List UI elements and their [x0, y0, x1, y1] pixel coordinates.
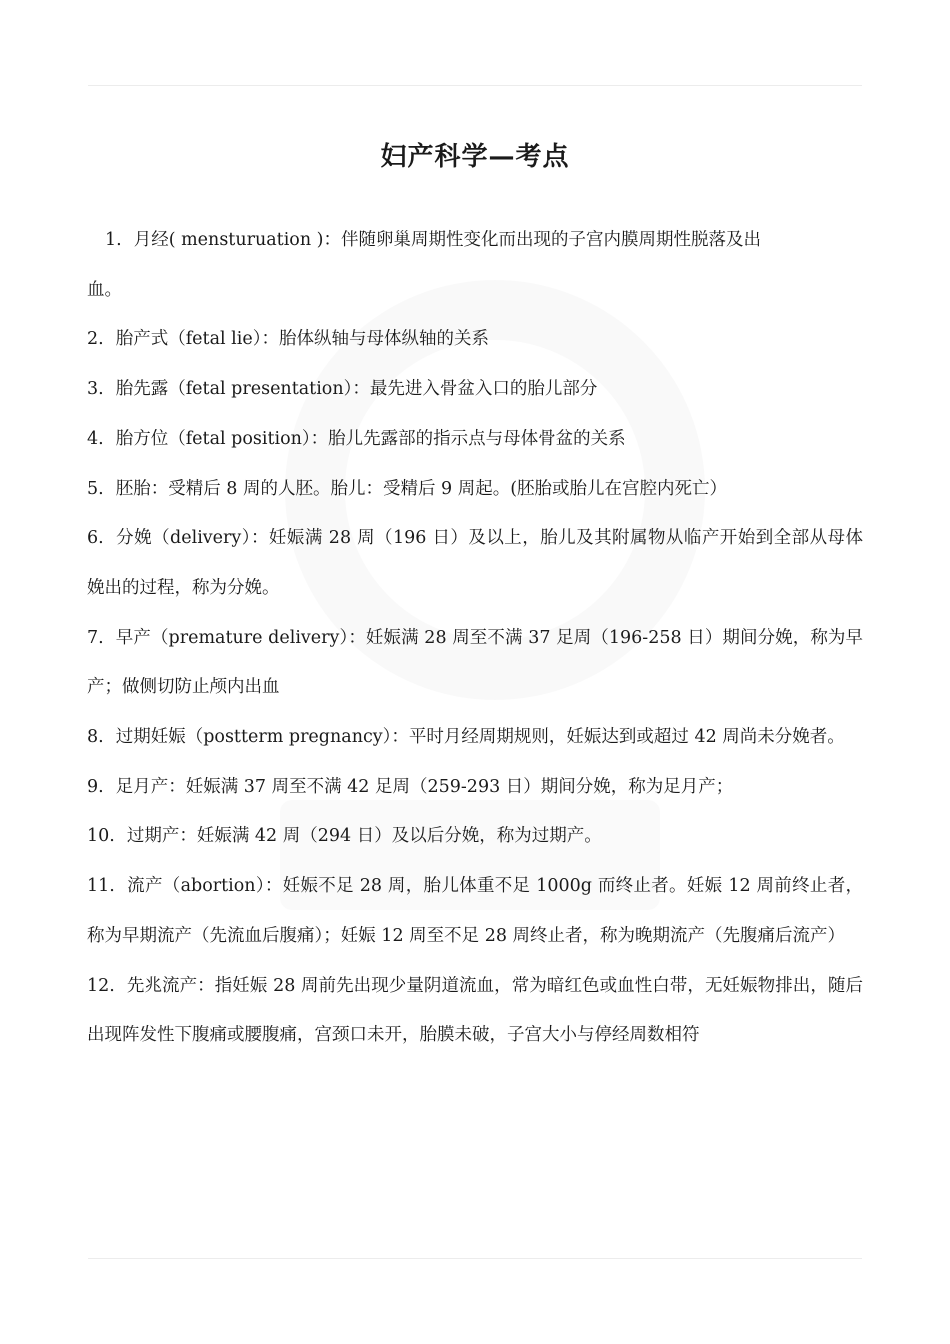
item-text: 胎方位（fetal position）：胎儿先露部的指示点与母体骨盆的关系 [115, 428, 626, 449]
list-item [87, 763, 863, 813]
list-item [87, 713, 863, 763]
page-title: 妇产科学—考点 [380, 142, 570, 173]
list-item [87, 514, 863, 613]
item-text-continuation: 血。 [87, 279, 122, 300]
list-item [87, 812, 863, 862]
list-item [87, 862, 863, 961]
item-text: 胚胎：受精后 8 周的人胚。胎儿：受精后 9 周起。(胚胎或胎儿在宫腔内死亡） [115, 478, 728, 499]
item-text: 分娩（delivery）：妊娠满 28 周（196 日）及以上，胎儿及其附属物从临产开始到全部从母体娩出的过程，称为分娩。 [87, 528, 863, 598]
content-list [87, 216, 863, 1061]
item-number: 11. [87, 876, 115, 897]
item-number: 7. [87, 627, 104, 648]
list-item [87, 365, 863, 415]
item-number: 2. [87, 329, 104, 350]
list-item [87, 465, 863, 515]
list-item [87, 415, 863, 465]
list-item [87, 614, 863, 713]
item-number: 1. [105, 230, 122, 250]
item-text: 先兆流产：指妊娠 28 周前先出现少量阴道流血，常为暗红色或血性白带，无妊娠物排出，随后出现阵发性下腹痛或腰腹痛，宫颈口未开，胎膜未破，子宫大小与停经周数相符 [87, 975, 863, 1046]
item-number: 5. [87, 478, 104, 499]
item-number: 10. [87, 826, 115, 847]
item-number: 12. [87, 975, 115, 996]
footer-divider [88, 1258, 862, 1259]
item-number: 6. [87, 528, 104, 549]
item-text: 月经( mensturuation )：伴随卵巢周期性变化而出现的子宫内膜周期性脱落及出 [133, 230, 761, 250]
item-text: 流产（abortion）：妊娠不足 28 周，胎儿体重不足 1000g 而终止者。妊娠 12 周前终止者，称为早期流产（先流血后腹痛）；妊娠 12 周至不足 28 周终止者，称为晚期流产（先腹痛后流产） [87, 876, 863, 946]
item-number: 8. [87, 727, 104, 748]
item-text: 过期产：妊娠满 42 周（294 日）及以后分娩，称为过期产。 [126, 826, 602, 847]
list-item [87, 216, 863, 315]
item-text: 早产（premature delivery）：妊娠满 28 周至不满 37 足周（196-258 日）期间分娩，称为早产；做侧切防止颅内出血 [87, 627, 863, 698]
item-number: 4. [87, 428, 104, 449]
item-text: 胎产式（fetal lie）：胎体纵轴与母体纵轴的关系 [115, 329, 489, 350]
item-text: 过期妊娠（postterm pregnancy）：平时月经周期规则，妊娠达到或超过 42 周尚未分娩者。 [115, 727, 845, 748]
item-number: 9. [87, 776, 104, 797]
header-divider [88, 85, 862, 86]
list-item [87, 962, 863, 1061]
list-item [87, 315, 863, 365]
item-text: 胎先露（fetal presentation）：最先进入骨盆入口的胎儿部分 [115, 379, 598, 400]
item-number: 3. [87, 379, 104, 400]
item-text: 足月产：妊娠满 37 周至不满 42 足周（259-293 日）期间分娩，称为足月产； [115, 776, 734, 797]
